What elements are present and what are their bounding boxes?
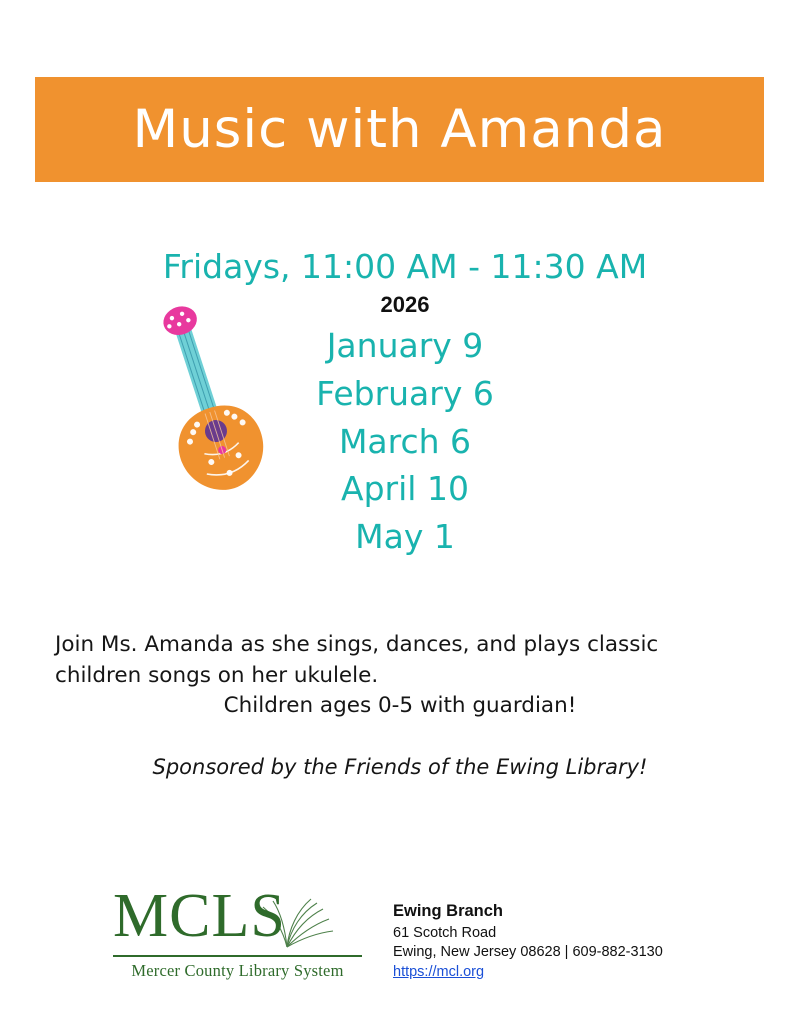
schedule-date: April 10 xyxy=(341,469,469,509)
schedule-date: January 9 xyxy=(326,325,484,365)
branch-address: 61 Scotch Road xyxy=(393,925,497,941)
schedule-date: May 1 xyxy=(355,517,455,557)
logo-divider xyxy=(113,955,362,957)
description-block xyxy=(55,630,745,722)
description-line-1: Join Ms. Amanda as she sings, dances, and plays classic xyxy=(55,632,659,657)
branch-name: Ewing Branch xyxy=(393,902,504,920)
branch-city-phone: Ewing, New Jersey 08628 | 609-882-3130 xyxy=(393,944,663,961)
sponsor-note: Sponsored by the Friends of the Ewing Library! xyxy=(152,755,648,779)
logo-subtitle: Mercer County Library System xyxy=(131,961,344,980)
logo-letters: MCLS xyxy=(113,882,286,950)
branch-website-link[interactable]: https://mcl.org xyxy=(393,964,485,981)
description-line-3: Children ages 0-5 with guardian! xyxy=(223,693,577,719)
schedule-block xyxy=(155,248,655,561)
branch-info xyxy=(393,902,723,982)
footer xyxy=(0,880,791,1000)
title-banner xyxy=(35,77,764,182)
schedule-date: February 6 xyxy=(316,373,494,413)
mcls-logo xyxy=(105,882,370,985)
logo-flourish-icon xyxy=(105,882,370,965)
schedule-time: Fridays, 11:00 AM - 11:30 AM xyxy=(162,247,648,286)
page-title: Music with Amanda xyxy=(132,99,667,160)
schedule-year: 2026 xyxy=(380,291,430,317)
description-line-2: children songs on her ukulele. xyxy=(55,662,379,688)
schedule-date: March 6 xyxy=(338,421,472,461)
